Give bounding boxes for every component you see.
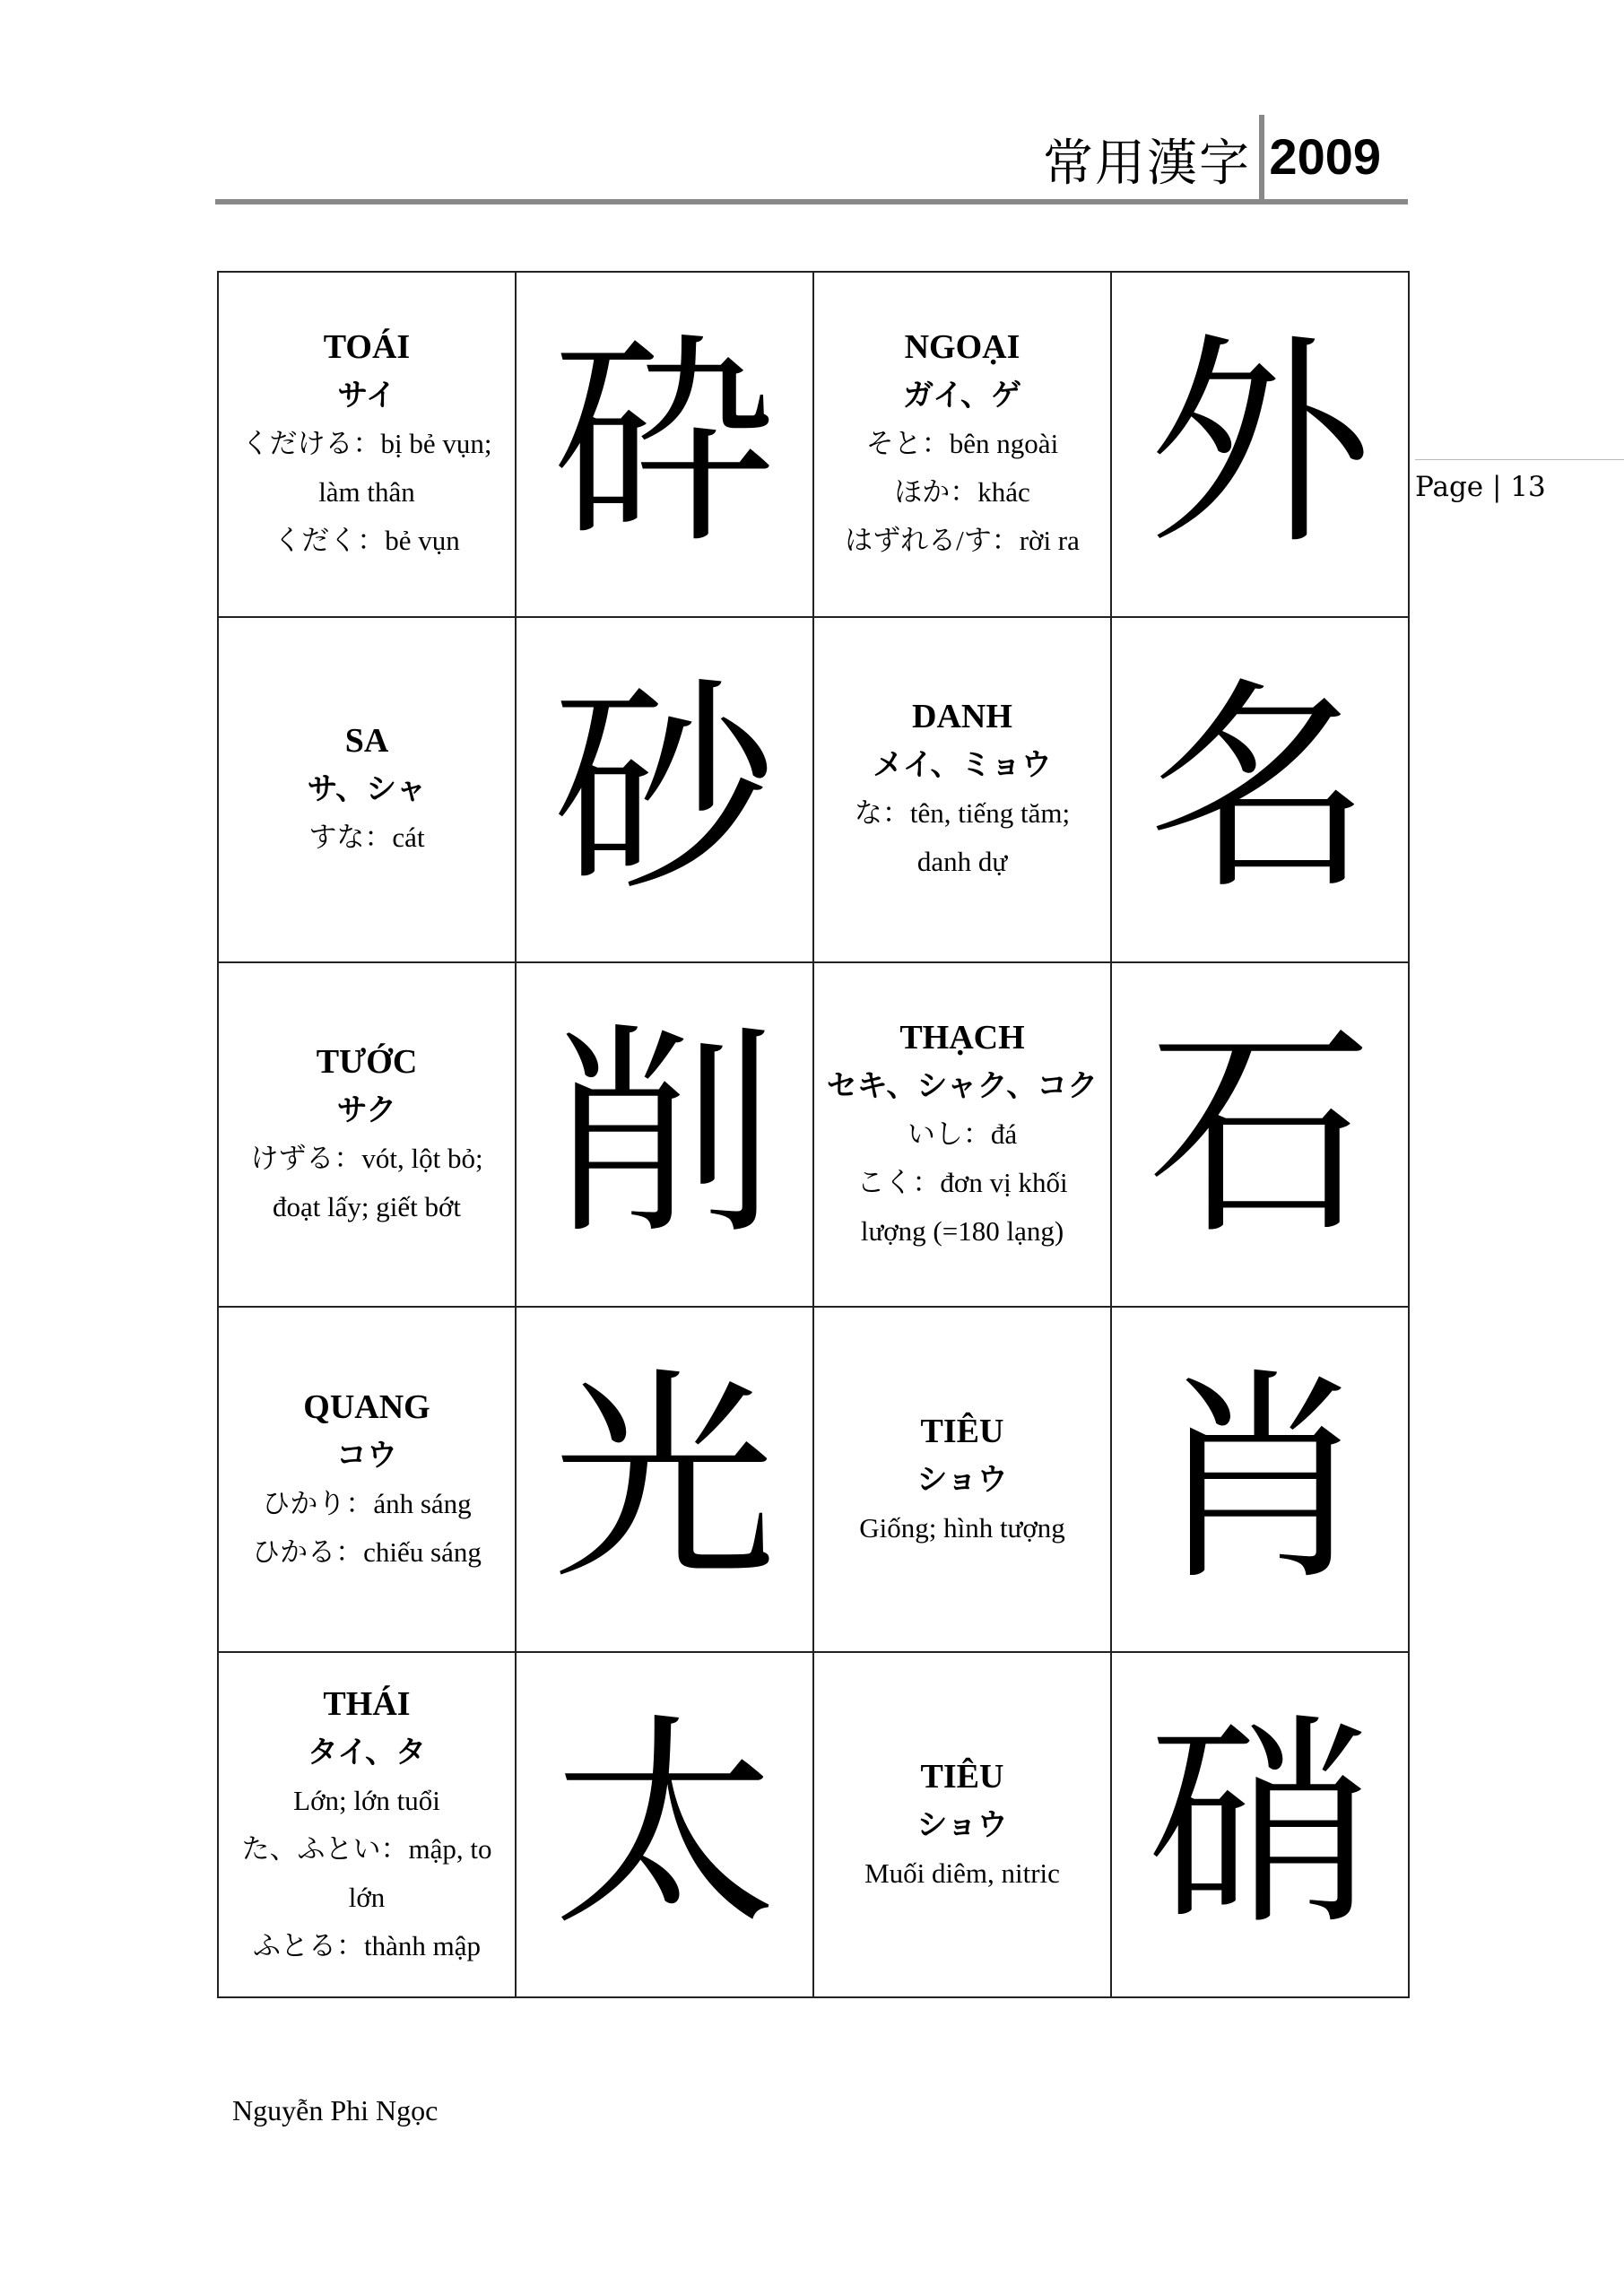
kanji-info-cell [219,1308,517,1653]
kanji-info-cell [219,618,517,963]
kanji-info-cell [219,273,517,618]
meaning-line: けずる：vót, lột bỏ; [250,1142,483,1174]
kanji-glyph-cell [1112,1653,1410,1998]
sino-vietnamese-reading: TƯỚC [316,1042,418,1081]
meaning-line: そと：bên ngoài [865,428,1059,460]
footer-author: Nguyễn Phi Ngọc [232,2094,439,2126]
kanji-character: 光 [552,1348,777,1610]
meaning-line: ふとる：thành mập [253,1929,481,1961]
onyomi-reading: サ、シャ [307,771,427,808]
meaning-line: danh dự [916,846,1008,878]
kanji-character: 石 [1148,1003,1372,1265]
onyomi-reading: サイ [337,378,396,414]
meaning-line: ひかる：chiếu sáng [252,1535,482,1568]
sino-vietnamese-reading: TOÁI [323,328,411,367]
page-number: Page | 13 [1415,459,1624,503]
meaning-line: ひかり：ánh sáng [262,1487,472,1519]
onyomi-reading: ショウ [916,1461,1008,1498]
page-header [215,106,1408,204]
kanji-character: 砕 [552,313,777,575]
onyomi-reading: ショウ [916,1806,1008,1843]
kanji-glyph-cell [517,1308,814,1653]
onyomi-reading: コウ [336,1437,397,1474]
kanji-info-cell [219,1653,517,1998]
meaning-line: lượng (=180 lạng) [860,1214,1064,1247]
onyomi-reading: セキ、シャク、コク [826,1067,1099,1104]
meaning-line: すな：cát [308,822,425,854]
kanji-glyph-cell [517,618,814,963]
header-separator [1259,115,1264,200]
kanji-glyph-cell [1112,1308,1410,1653]
header-rule [215,199,1408,204]
sino-vietnamese-reading: TIÊU [920,1412,1004,1450]
onyomi-reading: ガイ、ゲ [903,378,1021,414]
kanji-glyph-cell [517,963,814,1309]
meaning-line: こく：đơn vị khối [856,1166,1068,1198]
meaning-line: làm thân [318,476,415,509]
meaning-line: đoạt lấy; giết bớt [272,1190,462,1222]
meaning-line: Lớn; lớn tuổi [293,1784,440,1816]
sino-vietnamese-reading: SA [344,722,389,761]
sino-vietnamese-reading: TIÊU [920,1757,1004,1796]
kanji-character: 削 [552,1003,777,1265]
kanji-glyph-cell [1112,963,1410,1309]
kanji-info-cell [814,1653,1112,1998]
kanji-glyph-cell [517,1653,814,1998]
sino-vietnamese-reading: THẠCH [899,1018,1025,1057]
meaning-line: いし：đá [907,1118,1018,1150]
sino-vietnamese-reading: NGOẠI [904,328,1020,367]
kanji-glyph-cell [1112,618,1410,963]
header-year: 2009 [1269,128,1381,185]
kanji-info-cell [814,273,1112,618]
meaning-line: はずれる/す：rời ra [845,525,1080,557]
onyomi-reading: サク [336,1091,397,1128]
kanji-info-cell [219,963,517,1309]
meaning-line: ほか：khác [894,476,1030,509]
sino-vietnamese-reading: QUANG [303,1387,430,1426]
kanji-character: 外 [1148,313,1372,575]
kanji-character: 太 [552,1693,777,1955]
kanji-glyph-cell [517,273,814,618]
meaning-line: た、ふとい：mập, to [241,1832,492,1865]
sino-vietnamese-reading: DANH [912,698,1012,736]
meaning-line: な：tên, tiếng tăm; [854,797,1071,830]
kanji-glyph-cell [1112,273,1410,618]
onyomi-reading: メイ、ミョウ [873,747,1052,784]
header-title: 常用漢字 [1043,135,1251,193]
meaning-line: Muối diêm, nitric [864,1857,1060,1889]
kanji-character: 名 [1148,658,1372,920]
sino-vietnamese-reading: THÁI [323,1684,411,1723]
kanji-character: 硝 [1148,1693,1372,1955]
kanji-info-cell [814,963,1112,1309]
onyomi-reading: タイ、タ [307,1734,427,1770]
meaning-line: くだく：bẻ vụn [274,525,460,557]
meaning-line: くだける：bị bẻ vụn; [241,428,492,460]
kanji-character: 肖 [1148,1348,1372,1610]
kanji-info-cell [814,1308,1112,1653]
kanji-card-grid [217,271,1410,1998]
meaning-line: lớn [348,1881,386,1913]
kanji-info-cell [814,618,1112,963]
kanji-character: 砂 [552,658,777,920]
meaning-line: Giống; hình tượng [859,1511,1065,1544]
